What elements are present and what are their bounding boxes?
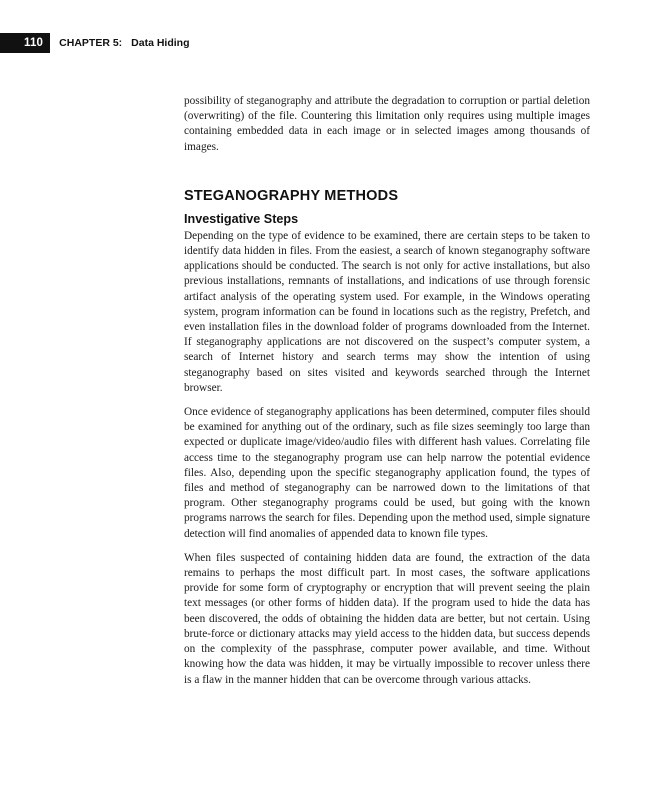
chapter-label: CHAPTER 5: xyxy=(59,37,123,49)
subsection-heading: Investigative Steps xyxy=(184,211,299,226)
page-number: 110 xyxy=(0,33,50,53)
chapter-title: Data Hiding xyxy=(131,37,190,49)
running-header xyxy=(0,33,190,53)
section-heading: STEGANOGRAPHY METHODS xyxy=(184,187,399,204)
body-paragraph-2: Once evidence of steganography applications has been determined, computer files should be examined for anything out of the ordinary, such as file sizes seemingly too large than expected or duplicate image/video/audio files with different hash values. Correlating file access time to the steganography program use can help narrow the potential evidence files. Also, depending upon the specific steganography application found, the types of files and method of steganography can be narrowed down to the limitations of that program. Other steganography programs could be used, but going with the known programs narrows the search for files. Depending upon the method used, simple signature detection will find anomalies of appended data to known file types. xyxy=(184,406,590,540)
running-head-text xyxy=(59,37,189,49)
body-paragraph-1: Depending on the type of evidence to be examined, there are certain steps to be taken to identify data hidden in files. From the easiest, a search of known steganography software applications should be conducted. The search is not only for active installations, but also previous installations, remnants of installations, and indications of use through forensic artifact analysis of the operating system used. For example, in the Windows operating system, program information can be found in locations such as the registry, Prefetch, and even installation files in the download folder of programs downloaded from the Internet. If steganography applications are not discovered on the suspect’s computer system, a search of Internet history and search terms may show the intention of using steganography based on sites visited and keywords searched through the Internet browser. xyxy=(184,229,590,394)
intro-paragraph: possibility of steganography and attribute the degradation to corruption or partial deletion (overwriting) of the file. Countering this limitation only requires using multiple images containing embedded data in each image or in selected images among thousands of images. xyxy=(184,95,590,153)
page-body xyxy=(184,94,590,688)
body-paragraph-3: When files suspected of containing hidden data are found, the extraction of the data remains to perhaps the most difficult part. In most cases, the software applications provide for some form of cryptography or encryption that will prevent seeing the plain text messages (or other forms of hidden data). If the program used to hide the data has been discovered, the odds of obtaining the hidden data are better, but not certain. Using brute-force or dictionary attacks may yield access to the hidden data, but success depends on the complexity of the passphrase, computer power available, and time. Without knowing how the data was hidden, it may be virtually impossible to recover unless there is a flaw in the manner hidden that can be overcome through various attacks. xyxy=(184,551,590,686)
